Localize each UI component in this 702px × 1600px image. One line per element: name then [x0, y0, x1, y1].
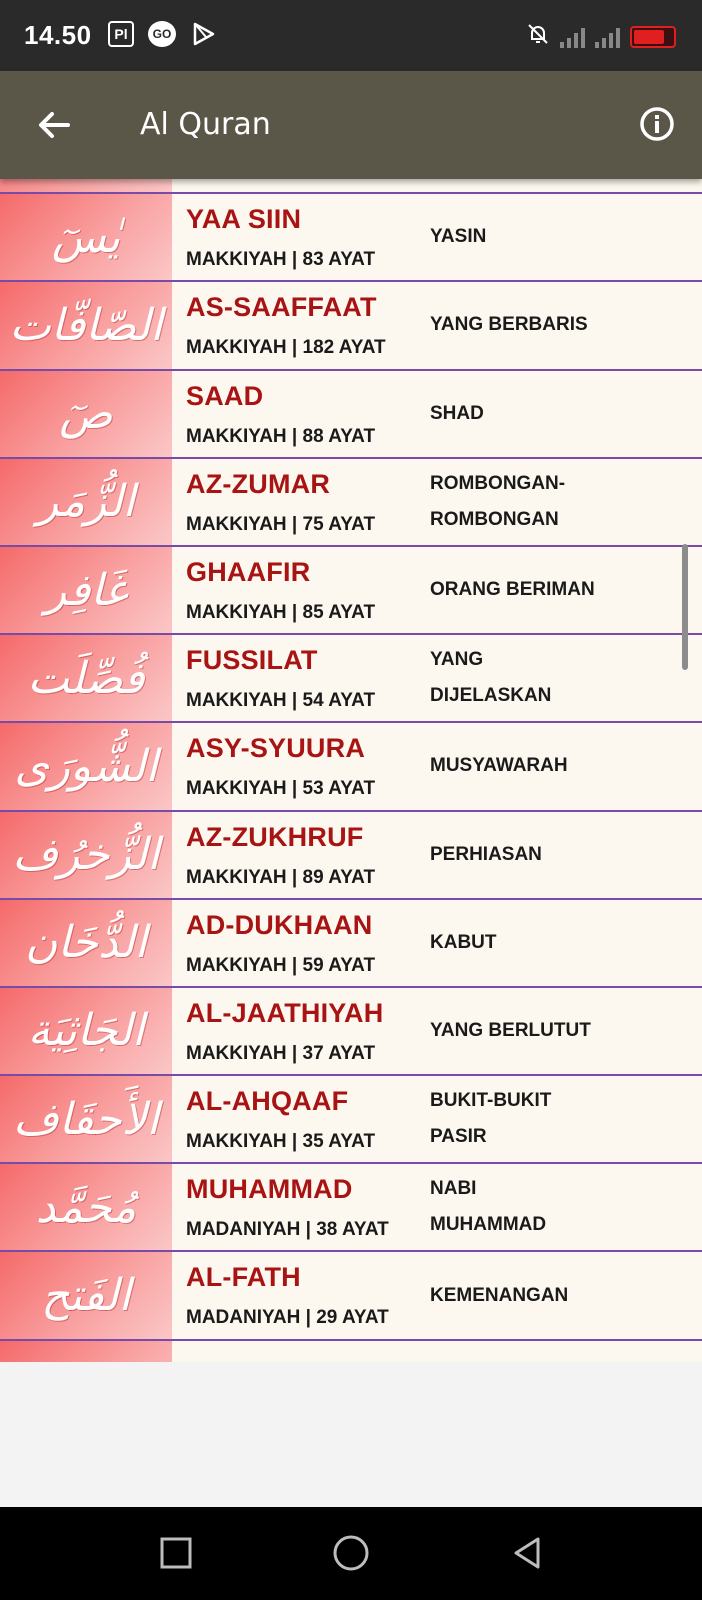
empty-area	[0, 1362, 702, 1507]
surah-row[interactable]	[0, 1076, 702, 1164]
system-nav-bar	[0, 1507, 702, 1600]
surah-meta: MAKKIYAH | 53 AYAT	[186, 778, 376, 800]
surah-calligraphy: الدُّخَان	[0, 900, 172, 986]
circle-icon	[331, 1533, 371, 1573]
surah-calligraphy: فُصِّلَت	[0, 635, 172, 721]
surah-calligraphy: الزُّخرُف	[0, 812, 172, 898]
surah-meaning	[430, 812, 702, 898]
surah-info	[172, 812, 430, 898]
surah-meta: MADANIYAH | 29 AYAT	[186, 1307, 389, 1329]
surah-name: FUSSILAT	[186, 645, 318, 676]
surah-info	[172, 1164, 430, 1250]
surah-info	[172, 371, 430, 457]
surah-meaning	[430, 194, 702, 280]
surah-info	[172, 282, 430, 368]
surah-meaning-text: ROMBONGAN-ROMBONGAN	[430, 472, 566, 530]
surah-calligraphy: غَافِر	[0, 547, 172, 633]
pl-notification-icon: Pl	[108, 21, 134, 47]
surah-name: AZ-ZUKHRUF	[186, 821, 364, 852]
surah-meta: MADANIYAH | 38 AYAT	[186, 1219, 389, 1241]
surah-meta: MAKKIYAH | 75 AYAT	[186, 513, 376, 535]
surah-row[interactable]	[0, 635, 702, 723]
surah-meaning-text: YANG BERBARIS	[430, 314, 588, 336]
notifications-off-icon	[526, 22, 550, 51]
surah-name: AD-DUKHAAN	[186, 909, 373, 940]
arrow-left-icon	[28, 99, 80, 151]
surah-meaning-text: BUKIT-BUKIT PASIR	[430, 1090, 552, 1148]
play-store-icon	[190, 21, 218, 47]
recent-apps-button[interactable]	[156, 1533, 196, 1573]
status-bar	[0, 0, 702, 71]
surah-calligraphy: مُحَمَّد	[0, 1164, 172, 1250]
surah-meta: MAKKIYAH | 37 AYAT	[186, 1042, 376, 1064]
surah-row[interactable]	[0, 371, 702, 459]
surah-info	[172, 547, 430, 633]
surah-name: AS-SAAFFAAT	[186, 292, 377, 323]
surah-meaning	[430, 547, 702, 633]
surah-meaning	[430, 1076, 702, 1162]
surah-name: GHAAFIR	[186, 556, 311, 587]
surah-row[interactable]	[0, 723, 702, 811]
surah-list	[0, 106, 702, 1429]
battery-icon	[630, 26, 676, 48]
status-right-icons	[526, 22, 676, 51]
surah-row[interactable]	[0, 812, 702, 900]
surah-meta: MAKKIYAH | 85 AYAT	[186, 601, 376, 623]
surah-calligraphy: يٰسٓ	[0, 194, 172, 280]
surah-meaning	[430, 282, 702, 368]
surah-calligraphy: الفَتح	[0, 1252, 172, 1338]
signal-icon-2	[595, 26, 620, 48]
surah-row[interactable]	[0, 547, 702, 635]
surah-name: AL-FATH	[186, 1262, 301, 1293]
surah-meta: MAKKIYAH | 83 AYAT	[186, 249, 376, 271]
surah-name: AL-AHQAAF	[186, 1086, 349, 1117]
surah-info	[172, 635, 430, 721]
surah-info	[172, 194, 430, 280]
surah-meaning	[430, 723, 702, 809]
surah-calligraphy: صٓ	[0, 371, 172, 457]
surah-meaning	[430, 900, 702, 986]
surah-row[interactable]	[0, 194, 702, 282]
surah-meta: MAKKIYAH | 59 AYAT	[186, 954, 376, 976]
surah-meaning-text: YANG DIJELASKAN	[430, 649, 552, 707]
surah-meta: MAKKIYAH | 88 AYAT	[186, 425, 376, 447]
surah-meta: MAKKIYAH | 54 AYAT	[186, 690, 376, 712]
surah-calligraphy: الجَاثِيَة	[0, 988, 172, 1074]
surah-meaning	[430, 459, 702, 545]
surah-name: YAA SIIN	[186, 204, 302, 235]
surah-row[interactable]	[0, 282, 702, 370]
square-icon	[156, 1533, 196, 1573]
surah-meaning-text: MUSYAWARAH	[430, 755, 568, 777]
surah-info	[172, 988, 430, 1074]
surah-meaning-text: NABI MUHAMMAD	[430, 1178, 547, 1236]
system-back-button[interactable]	[508, 1533, 548, 1573]
surah-row[interactable]	[0, 1252, 702, 1340]
surah-meaning-text: KABUT	[430, 931, 497, 953]
page-title: Al Quran	[140, 107, 271, 142]
surah-meaning	[430, 988, 702, 1074]
surah-meta: MAKKIYAH | 89 AYAT	[186, 866, 376, 888]
surah-row[interactable]	[0, 1164, 702, 1252]
surah-info	[172, 900, 430, 986]
surah-meta: MAKKIYAH | 35 AYAT	[186, 1131, 376, 1153]
back-button[interactable]	[28, 99, 80, 151]
status-time: 14.50	[24, 20, 92, 50]
surah-calligraphy: الأَحقَاف	[0, 1076, 172, 1162]
surah-row[interactable]	[0, 459, 702, 547]
surah-meaning	[430, 1252, 702, 1338]
app-bar	[0, 71, 702, 179]
surah-meaning-text: YASIN	[430, 226, 487, 248]
info-button[interactable]	[638, 105, 676, 143]
surah-info	[172, 1076, 430, 1162]
signal-icon-1	[560, 26, 585, 48]
surah-name: AL-JAATHIYAH	[186, 997, 384, 1028]
info-circle-icon	[638, 105, 676, 143]
surah-name: ASY-SYUURA	[186, 733, 366, 764]
surah-row[interactable]	[0, 900, 702, 988]
surah-meaning-text: SHAD	[430, 402, 484, 424]
surah-info	[172, 723, 430, 809]
surah-list-viewport[interactable]	[0, 179, 702, 1362]
surah-meaning-text: YANG BERLUTUT	[430, 1019, 591, 1041]
surah-meta: MAKKIYAH | 182 AYAT	[186, 337, 386, 359]
surah-meaning	[430, 635, 702, 721]
surah-info	[172, 1252, 430, 1338]
triangle-icon	[508, 1533, 548, 1573]
surah-meaning	[430, 371, 702, 457]
go-notification-icon: GO	[148, 21, 176, 47]
surah-meaning-text: KEMENANGAN	[430, 1284, 569, 1306]
surah-meaning-text: PERHIASAN	[430, 843, 542, 865]
surah-calligraphy: الصّافّات	[0, 282, 172, 368]
surah-meaning	[430, 1164, 702, 1250]
scrollbar-thumb[interactable]	[682, 544, 688, 670]
surah-name: SAAD	[186, 380, 264, 411]
home-button[interactable]	[331, 1533, 371, 1573]
surah-meaning-text: ORANG BERIMAN	[430, 579, 595, 601]
surah-name: AZ-ZUMAR	[186, 468, 331, 499]
surah-name: MUHAMMAD	[186, 1174, 353, 1205]
surah-info	[172, 459, 430, 545]
surah-row[interactable]	[0, 988, 702, 1076]
surah-calligraphy: الشُّورَى	[0, 723, 172, 809]
surah-calligraphy: الزُّمَر	[0, 459, 172, 545]
